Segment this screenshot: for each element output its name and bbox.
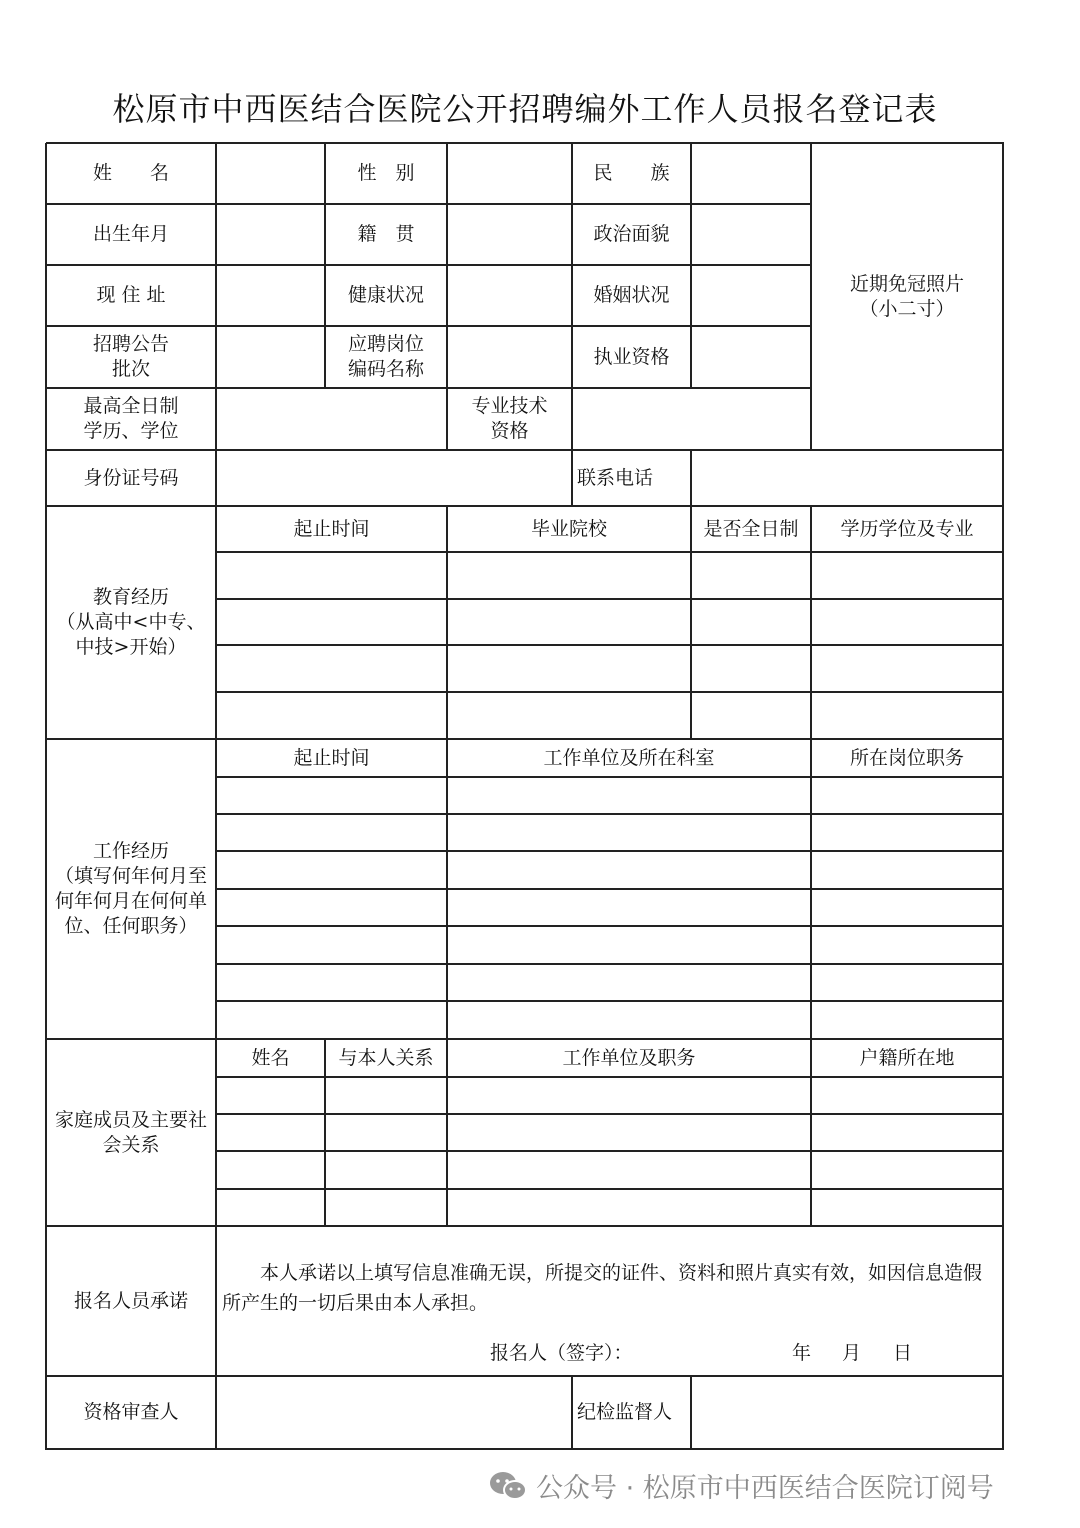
grid-line-h [46, 142, 1004, 144]
signature-label: 报名人（签字）： [490, 1342, 633, 1364]
label-reviewer: 资格审查人 [83, 1401, 179, 1423]
grid-line-h [216, 1150, 1004, 1152]
grid-line-v [446, 739, 448, 1040]
wechat-icon [488, 1470, 528, 1502]
grid-line-v [1002, 143, 1004, 1450]
marital-field[interactable] [691, 265, 811, 326]
health-field[interactable] [447, 265, 572, 326]
label-education-degree: 最高全日制 学历、学位 [83, 395, 179, 442]
grid-line-h [46, 203, 812, 205]
work-label: 工作经历 （填写何年何月至 何年何月在何何单 位、任何职务） [54, 840, 207, 937]
native-place-field[interactable] [447, 204, 572, 265]
reviewer-field[interactable] [216, 1376, 572, 1449]
grid-line-v [446, 1039, 448, 1227]
label-ethnicity: 民 族 [593, 162, 670, 184]
grid-line-v [215, 143, 217, 1450]
grid-line-h [46, 1448, 1004, 1450]
label-announcement-batch: 招聘公告 批次 [92, 333, 169, 380]
grid-line-h [46, 264, 812, 266]
label-marital: 婚姻状况 [593, 284, 670, 306]
label-native-place: 籍 贯 [357, 223, 415, 245]
family-label: 家庭成员及主要社 会关系 [54, 1108, 207, 1156]
signature-field[interactable] [640, 1334, 780, 1366]
edu-header-fulltime: 是否全日制 [703, 517, 799, 540]
grid-line-h [216, 1113, 1004, 1115]
professional-title-field[interactable] [572, 388, 811, 450]
family-header-residence: 户籍所在地 [859, 1046, 955, 1069]
label-health: 健康状况 [347, 284, 424, 306]
grid-line-v [45, 143, 47, 1450]
watermark-text: 公众号 · 松原市中西医结合医院订阅号 [536, 1473, 994, 1504]
grid-line-h [216, 1188, 1004, 1190]
date-year-label: 年 [792, 1342, 812, 1364]
education-label: 教育经历 （从高中<中专、 中技>开始） [56, 586, 206, 658]
label-position-code: 应聘岗位 编码名称 [347, 333, 424, 380]
grid-line-h [216, 644, 1004, 646]
grid-line-h [216, 1076, 1004, 1078]
supervisor-field[interactable] [691, 1376, 1003, 1449]
watermark [488, 1466, 994, 1505]
form-title: 松原市中西医结合医院公开招聘编外工作人员报名登记表 [112, 90, 938, 128]
grid-line-h [46, 738, 1004, 740]
grid-line-v [810, 506, 812, 740]
commitment-label: 报名人员承诺 [73, 1289, 188, 1312]
grid-line-v [690, 1376, 692, 1450]
grid-line-h [216, 850, 1004, 852]
edu-header-school: 毕业院校 [530, 517, 607, 540]
work-header-employer: 工作单位及所在科室 [543, 746, 715, 769]
id-number-field[interactable] [216, 450, 572, 506]
grid-line-h [216, 925, 1004, 927]
label-supervisor: 纪检监督人 [577, 1401, 673, 1423]
grid-line-v [690, 143, 692, 389]
grid-line-v [571, 1376, 573, 1450]
grid-line-h [46, 1375, 1004, 1377]
grid-line-v [324, 1039, 326, 1227]
label-name: 姓 名 [92, 162, 169, 184]
grid-line-h [46, 1225, 1004, 1227]
label-professional-title: 专业技术 资格 [471, 395, 548, 442]
photo-box[interactable]: 近期免冠照片 （小二寸） [849, 272, 964, 320]
grid-line-h [216, 691, 1004, 693]
label-gender: 性 别 [357, 162, 415, 184]
grid-line-h [216, 813, 1004, 815]
family-header-name: 姓名 [251, 1046, 290, 1069]
grid-line-h [216, 963, 1004, 965]
grid-line-h [216, 776, 1004, 778]
label-political-status: 政治面貌 [593, 223, 670, 245]
name-field[interactable] [216, 143, 325, 204]
grid-line-v [324, 143, 326, 389]
edu-header-period: 起止时间 [293, 517, 370, 540]
grid-line-v [810, 1039, 812, 1227]
gender-field[interactable] [447, 143, 572, 204]
grid-line-h [216, 598, 1004, 600]
family-header-relation: 与本人关系 [338, 1046, 434, 1069]
grid-line-h [46, 387, 812, 389]
family-header-employer: 工作单位及职务 [562, 1046, 696, 1069]
phone-field[interactable] [691, 450, 1003, 506]
birth-field[interactable] [216, 204, 325, 265]
position-code-field[interactable] [447, 326, 572, 388]
label-birth: 出生年月 [92, 223, 169, 245]
grid-line-h [46, 1038, 1004, 1040]
grid-line-v [690, 506, 692, 740]
grid-line-v [446, 143, 448, 451]
grid-line-h [46, 449, 1004, 451]
date-month-label: 月 [842, 1342, 862, 1364]
announcement-batch-field[interactable] [216, 326, 325, 388]
grid-line-h [46, 505, 1004, 507]
grid-line-v [810, 143, 812, 451]
grid-line-v [571, 143, 573, 507]
label-license: 执业资格 [593, 345, 670, 368]
edu-header-degree-major: 学历学位及专业 [840, 517, 974, 540]
license-field[interactable] [691, 326, 811, 388]
address-field[interactable] [216, 265, 325, 326]
label-phone: 联系电话 [577, 466, 654, 489]
label-id-number: 身份证号码 [83, 466, 179, 489]
grid-line-h [216, 1000, 1004, 1002]
political-status-field[interactable] [691, 204, 811, 265]
grid-line-h [216, 888, 1004, 890]
label-address: 现 住 址 [96, 284, 166, 306]
education-degree-field[interactable] [216, 388, 447, 450]
commitment-text: 本人承诺以上填写信息准确无误，所提交的证件、资料和照片真实有效，如因信息造假所产生的一切后果由本人承担。 [222, 1262, 983, 1314]
date-day-label: 日 [893, 1342, 913, 1364]
work-header-period: 起止时间 [293, 746, 370, 769]
work-header-position: 所在岗位职务 [849, 746, 964, 769]
grid-line-v [690, 450, 692, 507]
grid-line-h [216, 551, 1004, 553]
grid-line-v [446, 506, 448, 740]
grid-line-h [46, 325, 812, 327]
grid-line-v [810, 739, 812, 1040]
ethnicity-field[interactable] [691, 143, 811, 204]
